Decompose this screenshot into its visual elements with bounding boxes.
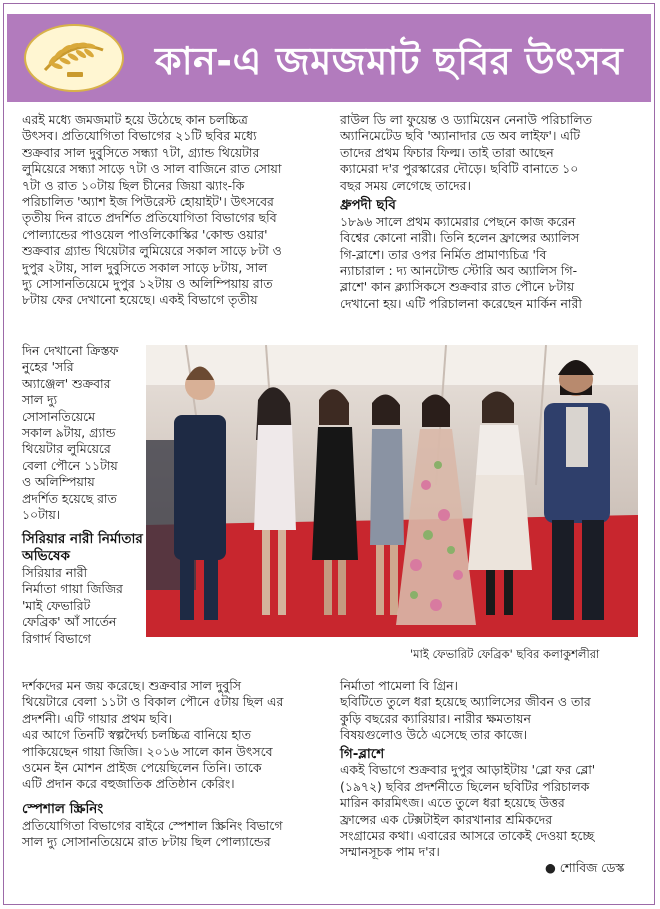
text-line: এরই মধ্যে জমজমাট হয়ে উঠেছে কান চলচ্চিত্র: [22, 112, 248, 127]
bullet-icon: ●: [545, 860, 556, 875]
text-line: প্রতিযোগিতা বিভাগের বাইরে স্পেশাল স্ক্রিনিং বিভাগে: [22, 817, 283, 833]
text-line: নির্মাতা পামেলা বি গ্রিন।: [340, 678, 458, 693]
photo-caption: 'মাই ফেভারিট ফেব্রিক' ছবির কলাকুশলীরা: [410, 647, 600, 661]
column-1-narrow: [22, 309, 144, 647]
text-line: শুক্রবার গ্র্যান্ড থিয়েটার লুমিয়েরে সকাল সাড়ে ৮টা ও: [22, 243, 282, 259]
text-line: মারিন কারমিৎজ। এতে তুলে ধরা হয়েছে উত্তর: [340, 795, 565, 811]
text-line: এটি প্রদান করে বহুজাতিক প্রতিষ্ঠান কেরিং।: [22, 776, 235, 792]
palm-leaf-icon: [24, 24, 124, 92]
text-line: প্রদর্শনী। এটি গায়ার প্রথম ছবি।: [22, 710, 172, 726]
text-line: ১০টায়।: [22, 507, 61, 523]
text-line: পোল্যান্ডের পাওয়েল পাওলিকোস্কির 'কোল্ড ওয়ার': [22, 226, 268, 242]
column-2-bottom: [340, 678, 640, 861]
text-line: ফেব্রিক' আঁ সার্তেন: [22, 614, 117, 630]
text-line: দর্শকদের মন জয় করেছে। শুক্রবার সাল দুবুসি: [22, 678, 241, 693]
text-line: গি-ব্লাশে। তার ওপর নির্মিত প্রামাণ্যচিত্র 'বি: [340, 246, 547, 262]
text-line: প্রদর্শিত হয়েছে রাত: [22, 490, 117, 506]
text-line: অ্যাঞ্জেল' শুক্রবার: [22, 375, 111, 391]
text-line: ফ্রান্সের এক টেক্সটাইল কারখানার শ্রমিকদের: [340, 811, 553, 827]
text-line: ক্যামেরা দ'র পুরস্কারের দৌড়ে। ছবিটি বানাতে ১০: [340, 161, 579, 177]
text-line: বছর সময় লেগেছে তাদের।: [340, 177, 471, 193]
text-line: অ্যানিমেটেড ছবি 'অ্যানাদার ডে অব লাইফ'। এটি: [340, 128, 581, 144]
text-line: দেখানো হয়। এটি পরিচালনা করেছেন মার্কিন নারী: [340, 295, 582, 311]
text-line: তাদের প্রথম ফিচার ফিল্ম। তাই তারা আছেন: [340, 144, 554, 160]
text-line: ৭টা ও রাত ১০টায় ছিল চীনের জিয়া ঝ্যাং-কি: [22, 177, 245, 193]
column-2-top: [340, 112, 640, 312]
text-line: 'মাই ফেভারিট: [22, 597, 91, 613]
subhead-syria: সিরিয়ার নারী নির্মাতার অভিষেক: [22, 531, 143, 565]
text-line: সংগ্রামের কথা। এবারের আসরে তাকেই দেওয়া হচ্ছে: [340, 828, 595, 844]
byline: [545, 860, 624, 880]
text-line: ৮টায় ফের দেখানো হয়েছে। একই বিভাগে তৃতীয়: [22, 292, 258, 308]
text-line: নির্মাতা গায়া জিজির: [22, 581, 123, 597]
text-line: সাল দ্যু: [22, 392, 58, 408]
subhead-gi-blache: গি-ব্লাশে: [340, 745, 385, 762]
subhead-special-screening: স্পেশাল স্ক্রিনিং: [22, 800, 104, 817]
text-line: সোসানতিয়েমে: [22, 408, 95, 424]
text-line: তৃতীয় দিন রাতে প্রদর্শিত প্রতিযোগিতা বিভাগের ছবি: [22, 210, 277, 226]
byline-text: শোবিজ ডেস্ক: [559, 860, 625, 875]
text-line: ছবিটিতে তুলে ধরা হয়েছে অ্যালিসের জীবন ও তার: [340, 694, 591, 710]
subhead-classic: ধ্রুপদী ছবি: [340, 197, 396, 214]
text-line: এর আগে তিনটি স্বল্পদৈর্ঘ্য চলচ্চিত্র বানিয়ে হাত: [22, 727, 251, 743]
text-line: উৎসব। প্রতিযোগিতা বিভাগের ২১টি ছবির মধ্যে: [22, 128, 257, 144]
cast-photo: [146, 345, 638, 637]
text-line: সকাল ৯টায়, গ্র্যান্ড: [22, 425, 116, 441]
column-1-bottom: [22, 678, 332, 850]
text-line: বিশ্বের কোনো নারী। তিনি হলেন ফ্রান্সের অ্যালিস: [340, 230, 580, 246]
text-line: নুহের 'সরি: [22, 359, 74, 375]
text-line: লুমিয়েরে সন্ধ্যা সাড়ে ৭টা ও সাল বাজিনে রাত সোয়া: [22, 161, 282, 177]
text-line: সম্মানসূচক পাম দ'র।: [340, 844, 440, 860]
text-line: দিন দেখানো ক্রিস্তফ: [22, 343, 119, 358]
headline: কান-এ জমজমাট ছবির উৎসব: [155, 39, 624, 83]
text-line: কুড়ি বছরের ক্যারিয়ার। নারীর ক্ষমতায়ন: [340, 710, 531, 726]
column-1-top: [22, 112, 332, 309]
header-banner: [7, 14, 651, 102]
text-line: বিষয়গুলোও উঠে এসেছে তার কাজে।: [340, 727, 528, 743]
text-line: সাল দ্যু সোসানতিয়েমে রাত ৮টায় ছিল পোল্যান্ডের: [22, 834, 271, 850]
text-line: বেলা পৌনে ১১টায়: [22, 457, 118, 473]
text-line: ওমেন ইন মোশন প্রাইজ পেয়েছিলেন তিনি। তাকে: [22, 760, 262, 776]
text-line: থিয়েটার লুমিয়েরে: [22, 441, 111, 457]
text-line: ব্লাশে' কান ক্ল্যাসিকসে শুক্রবার রাত পৌনে ৮টায়: [340, 279, 575, 295]
text-line: ১৮৯৬ সালে প্রথম ক্যামেরার পেছনে কাজ করেন: [340, 213, 576, 229]
text-line: ও অলিম্পিয়ায়: [22, 474, 95, 490]
text-line: একই বিভাগে শুক্রবার দুপুর আড়াইটায় 'ব্লো ফর ব্লো': [340, 762, 596, 778]
text-line: রাউল ডি লা ফুয়েন্ত ও ড্যামিয়েন নেনাউ পরিচালিত: [340, 112, 592, 127]
text-line: শুক্রবার সাল দুবুসিতে সন্ধ্যা ৭টা, গ্র্যান্ড থিয়েটার: [22, 144, 260, 160]
text-line: ন্যাচারাল : দ্য আনটোল্ড স্টোরি অব অ্যালিস গি-: [340, 263, 578, 279]
text-line: থিয়েটারে বেলা ১১টা ও বিকাল পৌনে ৫টায় ছিল এর: [22, 694, 284, 710]
text-line: সিরিয়ার নারী: [22, 565, 88, 581]
text-line: পরিচালিত 'অ্যাশ ইজ পিউরেস্ট হোয়াইট'। উৎসবের: [22, 194, 274, 210]
text-line: দ্যু সোসানতিয়েমে দুপুর ১২টায় ও অলিম্পিয়ায় রাত: [22, 276, 273, 292]
text-line: রিগার্দ বিভাগে: [22, 630, 91, 646]
text-line: পাকিয়েছেন গায়া জিজি। ২০১৬ সালে কান উৎসবে: [22, 743, 273, 759]
text-line: দুপুর ২টায়, সাল দুবুসিতে সকাল সাড়ে ৮টায়, সাল: [22, 259, 268, 275]
text-line: (১৯৭২) ছবির প্রদর্শনীতে ছিলেন ছবিটির পরিচালক: [340, 778, 590, 794]
